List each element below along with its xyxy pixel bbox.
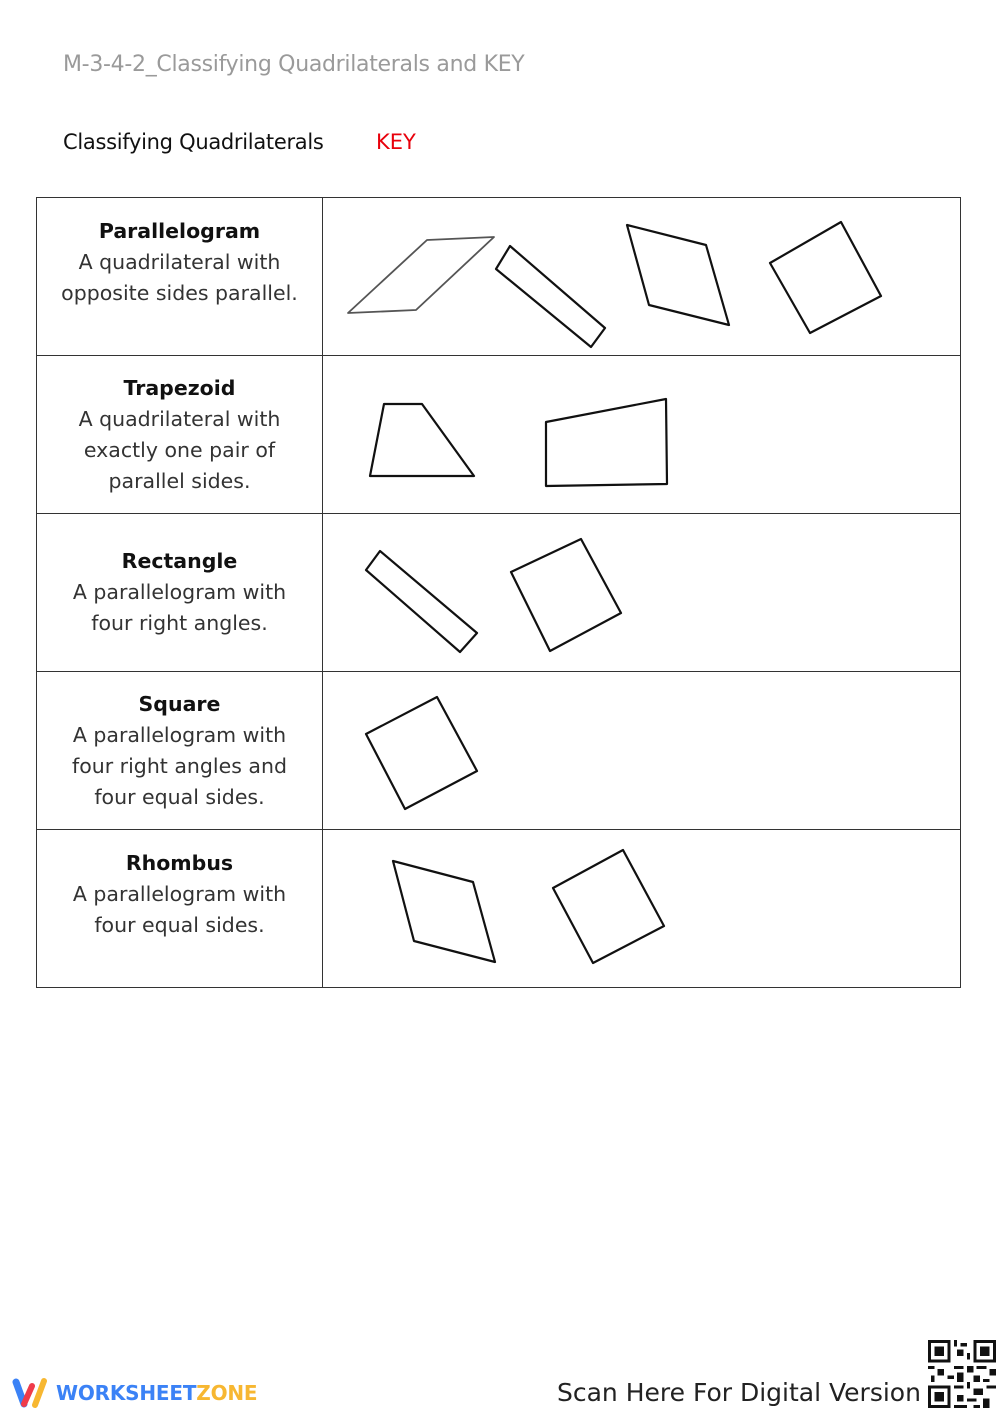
square-shape	[770, 222, 881, 333]
shapes-cell	[323, 356, 961, 514]
rhombus-shapes	[323, 830, 961, 987]
definition-cell	[37, 356, 323, 514]
worksheetzone-logo[interactable]	[10, 1376, 257, 1410]
rhombus-shape	[393, 861, 495, 962]
parallelogram-shape	[348, 237, 494, 313]
term-label: Rhombus	[125, 851, 234, 875]
shapes-cell	[323, 514, 961, 672]
term-definition: A parallelogram with four equal sides.	[72, 882, 287, 937]
shapes-cell	[323, 672, 961, 830]
square-shape	[366, 697, 477, 809]
qr-code-icon[interactable]	[928, 1340, 996, 1408]
table-row-parallelogram	[37, 198, 961, 356]
definition-cell	[37, 830, 323, 988]
definition-cell	[37, 672, 323, 830]
term-definition: A quadrilateral with exactly one pair of parallel sides.	[78, 406, 281, 493]
trapezoid-shapes	[323, 356, 961, 513]
term-label: Square	[138, 691, 221, 716]
rectangle-shape	[366, 551, 477, 652]
term-definition: A parallelogram with four right angles.	[72, 580, 287, 635]
document-file-title: M-3-4-2_Classifying Quadrilaterals and KEY	[63, 52, 525, 77]
square-shapes	[323, 672, 961, 829]
brand-name-part1: WORKSHEET	[56, 1381, 197, 1405]
brand-name	[56, 1381, 257, 1405]
table-row-trapezoid	[37, 356, 961, 514]
parallelogram-shapes	[323, 198, 961, 355]
quadrilaterals-table	[36, 197, 961, 988]
term-label: Parallelogram	[98, 219, 261, 243]
rectangle-shapes	[323, 514, 961, 671]
scan-instruction: Scan Here For Digital Version	[557, 1378, 921, 1407]
square-shape	[511, 539, 621, 651]
term-label: Trapezoid	[123, 375, 236, 400]
shapes-cell	[323, 198, 961, 356]
table-row-square	[37, 672, 961, 830]
definition-cell	[37, 514, 323, 672]
term-definition: A quadrilateral with opposite sides parallel.	[61, 250, 298, 305]
shapes-cell	[323, 830, 961, 988]
table-row-rhombus	[37, 830, 961, 988]
definition-cell	[37, 198, 323, 356]
trapezoid-shape	[546, 399, 667, 486]
worksheetzone-w-icon	[10, 1376, 50, 1410]
term-definition: A parallelogram with four right angles and four equal sides.	[71, 722, 288, 809]
key-label: KEY	[376, 130, 416, 154]
trapezoid-shape	[370, 404, 474, 476]
square-shape	[553, 850, 664, 963]
brand-name-part2: ZONE	[196, 1381, 258, 1405]
term-label: Rectangle	[121, 549, 238, 573]
rhombus-shape	[627, 225, 729, 325]
page-heading: Classifying Quadrilaterals	[63, 130, 324, 154]
table-row-rectangle	[37, 514, 961, 672]
rectangle-shape	[496, 246, 605, 347]
